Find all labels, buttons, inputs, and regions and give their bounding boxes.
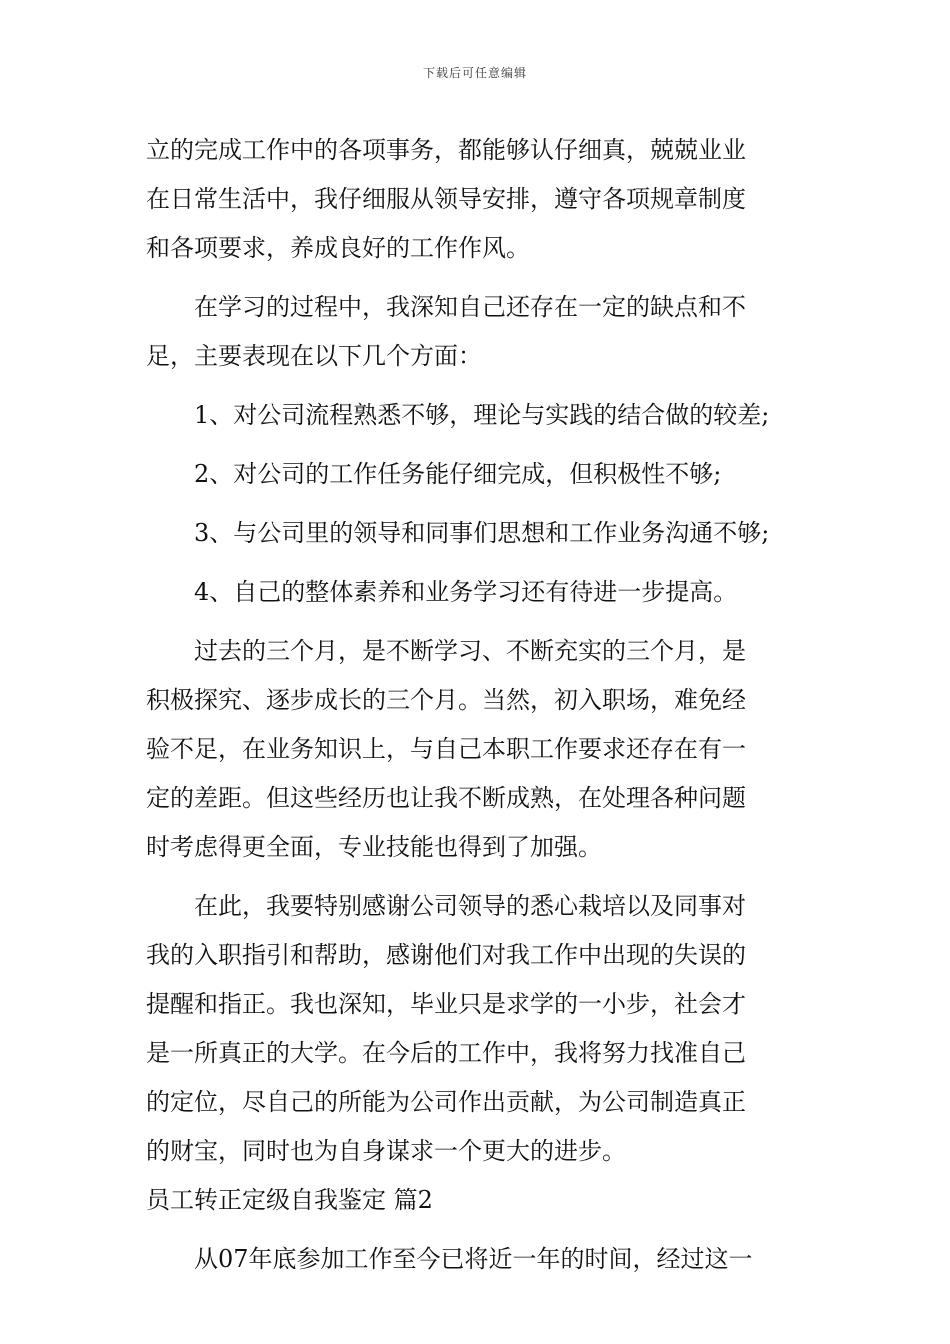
text-line: 验不足，在业务知识上，与自己本职工作要求还存在有一 — [146, 735, 746, 763]
text-line: 是一所真正的大学。在今后的工作中，我将努力找准自己 — [146, 1039, 746, 1067]
text-line: 1、对公司流程熟悉不够，理论与实践的结合做的较差; — [194, 401, 770, 429]
text-line: 的财宝，同时也为自身谋求一个更大的进步。 — [146, 1137, 626, 1165]
text-line: 2、对公司的工作任务能仔细完成，但积极性不够; — [194, 460, 722, 488]
text-line: 在日常生活中，我仔细服从领导安排，遵守各项规章制度 — [146, 185, 746, 213]
text-line: 的定位，尽自己的所能为公司作出贡献，为公司制造真正 — [146, 1088, 746, 1116]
text-line: 时考虑得更全面，专业技能也得到了加强。 — [146, 833, 602, 861]
text-line: 在学习的过程中，我深知自己还存在一定的缺点和不 — [194, 293, 746, 321]
section-title: 员工转正定级自我鉴定 篇2 — [146, 1186, 433, 1214]
text-line: 我的入职指引和帮助，感谢他们对我工作中出现的失误的 — [146, 941, 746, 969]
text-line: 在此，我要特别感谢公司领导的悉心栽培以及同事对 — [194, 892, 746, 920]
text-line: 和各项要求，养成良好的工作作风。 — [146, 234, 530, 262]
document-body — [146, 126, 808, 1284]
text-line: 3、与公司里的领导和同事们思想和工作业务沟通不够; — [194, 519, 770, 547]
text-line: 定的差距。但这些经历也让我不断成熟，在处理各种问题 — [146, 784, 746, 812]
text-line: 积极探究、逐步成长的三个月。当然，初入职场，难免经 — [146, 686, 746, 714]
text-line: 4、自己的整体素养和业务学习还有待进一步提高。 — [194, 578, 738, 606]
text-line: 过去的三个月，是不断学习、不断充实的三个月，是 — [194, 637, 746, 665]
text-line: 提醒和指正。我也深知，毕业只是求学的一小步，社会才 — [146, 990, 746, 1018]
page-header: 下载后可任意编辑 — [422, 66, 527, 80]
text-line: 足，主要表现在以下几个方面： — [146, 342, 482, 370]
text-line: 从07年底参加工作至今已将近一年的时间，经过这一 — [194, 1245, 753, 1273]
text-line: 立的完成工作中的各项事务，都能够认仔细真，兢兢业业 — [146, 136, 746, 164]
